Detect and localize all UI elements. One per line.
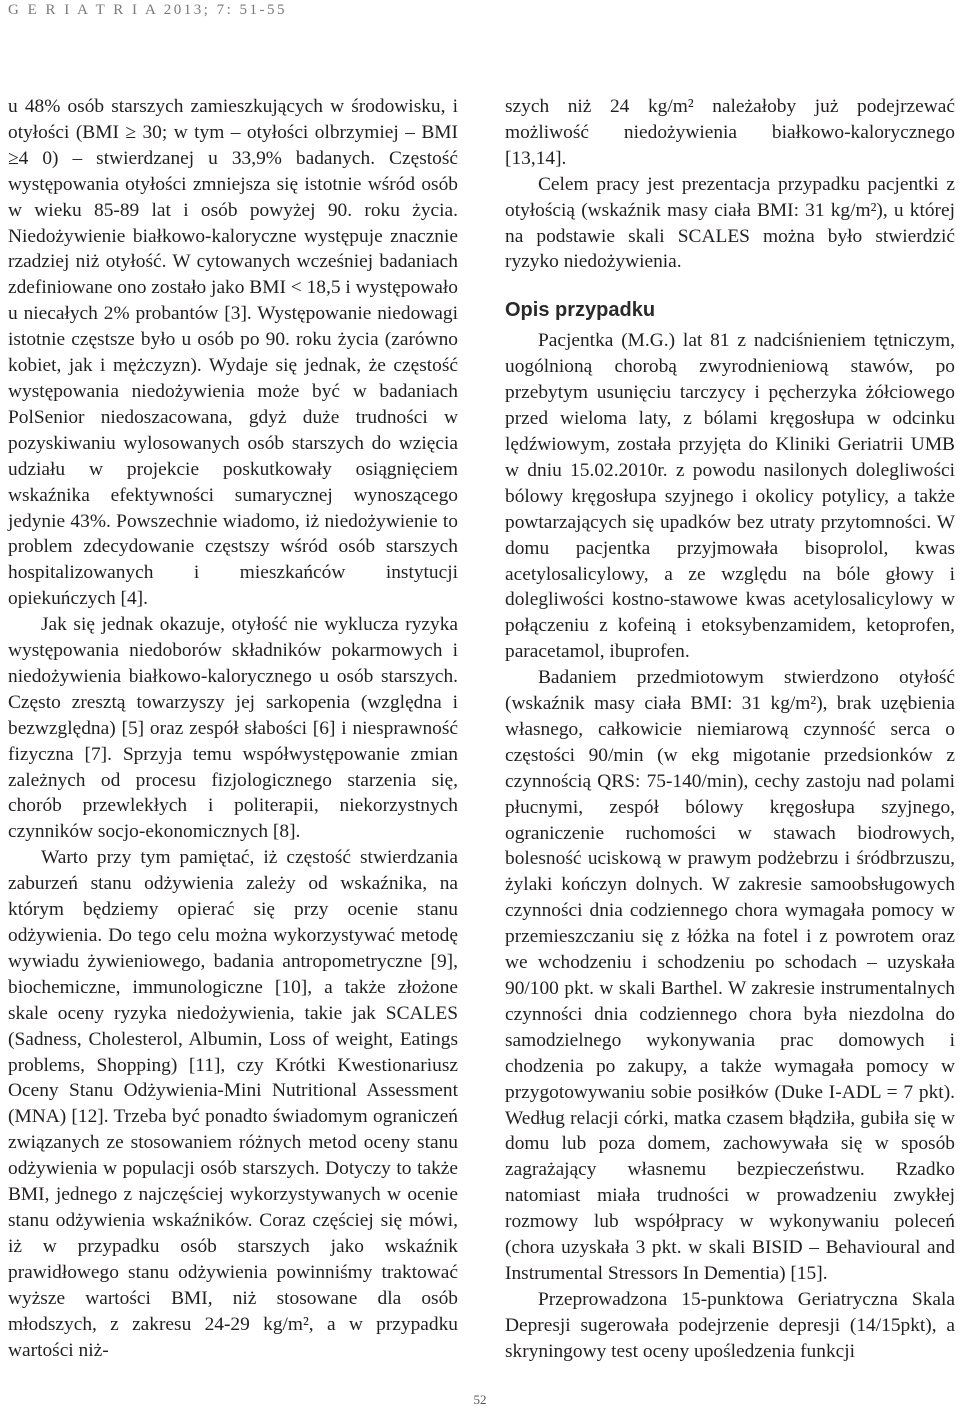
body-paragraph: szych niż 24 kg/m² należałoby już podejrzewać możliwość niedożywienia białkowo-kalorycznego [13,14]. (505, 96, 955, 169)
running-header: G E R I A T R I A 2013; 7: 51-55 (8, 2, 288, 18)
body-paragraph: Badaniem przedmiotowym stwierdzono otyłość (wskaźnik masy ciała BMI: 31 kg/m²), brak uzębienia własnego, całkowicie niemiarową czynność serca o częstości 90/min (w ekg migotanie przedsionków z czynnością QRS: 75-140/min), cechy zastoju nad polami płucnymi, zespół bólowy kręgosłupa szyjnego, ograniczenie ruchomości w stawach biodrowych, bolesność uciskową w prawym podżebrzu i śródbrzuszu, żylaki kończyn dolnych. W zakresie samoobsługowych czynności dnia codziennego chora wymagała pomocy w przemieszczaniu się z łóżka na fotel i z powrotem oraz we wchodzeniu i schodzeniu po schodach – uzyskała 90/100 pkt. w skali Barthel. W zakresie instrumentalnych czynności dnia codziennego chora była niezdolna do samodzielnego wykonywania prac domowych i chodzenia po zakupy, a także wymagała pomocy w przygotowywaniu sobie posiłków (Duke I-ADL = 7 pkt). Według relacji córki, matka czasem błądziła, gubiła się w domu lub poza domem, zachowywała się w sposób zagrażający własnemu bezpieczeństwu. Rzadko natomiast miała trudności w prowadzeniu zwykłej rozmowy lub współpracy w wykonywaniu poleceń (chora uzyskała 3 pkt. w skali BISID – Behavioural and Instrumental Stressors In Dementia) [15]. (505, 667, 955, 1284)
section-heading: Opis przypadku (505, 299, 656, 322)
page-number: 52 (473, 1392, 487, 1407)
body-paragraph: u 48% osób starszych zamieszkujących w środowisku, i otyłości (BMI ≥ 30; w tym – otyłości olbrzymiej – BMI ≥4 0) – stwierdzanej u 33,9% badanych. Częstość występowania otyłości zmniejsza się istotnie wśród osób w wieku 85-89 lat i osób powyżej 90. roku życia. Niedożywienie białkowo-kaloryczne występuje znacznie rzadziej niż otyłość. W cytowanych wcześniej badaniach zdefiniowane ono zostało jako BMI < 18,5 i występowało u niecałych 2% probantów [3]. Występowanie niedowagi istotnie częstsze było u osób po 90. roku życia (zarówno kobiet, jak i mężczyzn). Wydaje się jednak, że częstość występowania niedożywienia może być w badaniach PolSenior niedoszacowana, gdyż duże trudności w pozyskiwaniu wylosowanych osób starszych do wzięcia udziału w projekcie poskutkowały osiągnięciem wskaźnika efektywności sumarycznej wynoszącego jedynie 43%. Powszechnie wiadomo, iż niedożywienie to problem zdecydowanie częstszy wśród osób starszych hospitalizowanych i mieszkańców instytucji opiekuńczych [4]. (8, 96, 458, 610)
left-column (8, 94, 458, 1363)
right-column (505, 94, 955, 1365)
body-paragraph: Pacjentka (M.G.) lat 81 z nadciśnieniem tętniczym, uogólnioną chorobą zwyrodnieniową stawów, po przebytym usunięciu tarczycy i pęcherzyka żółciowego przed wieloma laty, z bólami kręgosłupa w odcinku lędźwiowym, została przyjęta do Kliniki Geriatrii UMB w dniu 15.02.2010r. z powodu nasilonych dolegliwości bólowy kręgosłupa szyjnego i okolicy potylicy, a także powtarzających się upadków bez utraty przytomności. W domu pacjentka przyjmowała bisoprolol, kwas acetylosalicylowy, a ze względu na bóle głowy i dolegliwości kostno-stawowe kwas acetylosalicylowy w połączeniu z kofeiną i etoksybenzamidem, ketoprofen, paracetamol, ibuprofen. (505, 330, 955, 663)
body-paragraph: Celem pracy jest prezentacja przypadku pacjentki z otyłością (wskaźnik masy ciała BMI: 31 kg/m²), u której na podstawie skali SCALES można było stwierdzić ryzyko niedożywienia. (505, 173, 955, 273)
body-paragraph: Jak się jednak okazuje, otyłość nie wyklucza ryzyka występowania niedoborów składników pokarmowych i niedożywienia białkowo-kalorycznego u osób starszych. Często zresztą towarzyszy jej sarkopenia (względna i bezwzględna) [5] oraz zespół słabości [6] i niesprawność fizyczna [7]. Sprzyja temu współwystępowanie zmian zależnych od procesu fizjologicznego starzenia się, chorób przewlekłych i politerapii, niekorzystnych czynników socjo-ekonomicznych [8]. (8, 614, 458, 843)
body-paragraph: Warto przy tym pamiętać, iż częstość stwierdzania zaburzeń stanu odżywienia zależy od wskaźnika, na którym będziemy opierać się przy ocenie stanu odżywienia. Do tego celu można wykorzystywać metodę wywiadu żywieniowego, badania antropometryczne [9], biochemiczne, immunologiczne [10], a także złożone skale oceny ryzyka niedożywienia, takie jak SCALES (Sadness, Cholesterol, Albumin, Loss of weight, Eatings problems, Shopping) [11], czy Krótki Kwestionariusz Oceny Stanu Odżywienia-Mini Nutritional Assessment (MNA) [12]. Trzeba być ponadto świadomym ograniczeń związanych ze stosowaniem różnych metod oceny stanu odżywienia w populacji osób starszych. Dotyczy to także BMI, jednego z najczęściej wykorzystywanych w ocenie stanu odżywienia wskaźników. Coraz częściej się mówi, iż w przypadku osób starszych jako wskaźnik prawidłowego stanu odżywienia powinniśmy traktować wyższe wartości BMI, niż stosowane dla osób młodszych, z zakresu 24-29 kg/m², a w przypadku wartości niż- (8, 847, 458, 1361)
body-paragraph: Przeprowadzona 15-punktowa Geriatryczna Skala Depresji sugerowała podejrzenie depresji (14/15pkt), a skryningowy test oceny upośledzenia funkcji (505, 1288, 955, 1362)
